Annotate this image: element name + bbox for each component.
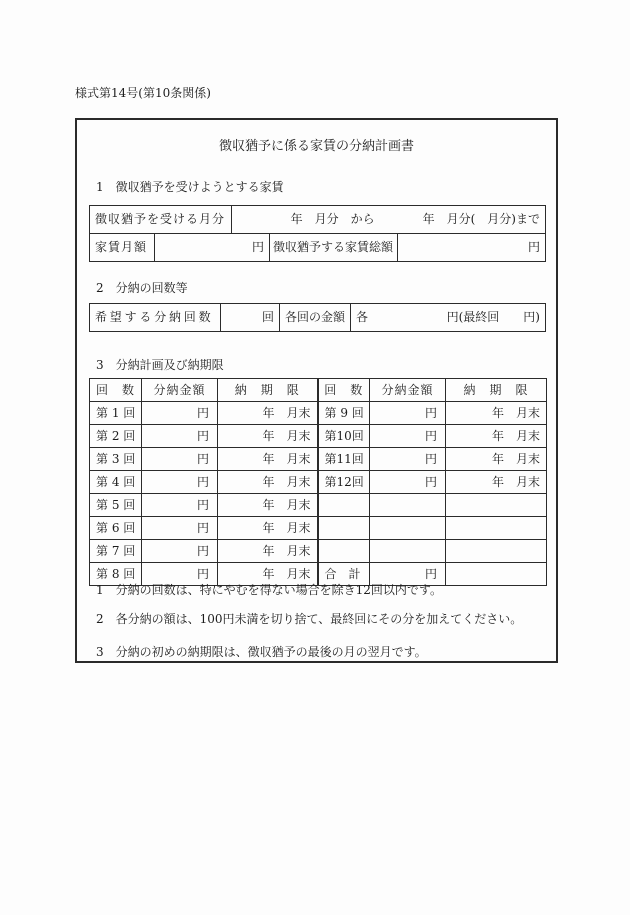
rent-amount-row [90, 233, 545, 261]
plan-row-1-9 [90, 402, 547, 425]
plan-row-4-12 [90, 471, 547, 494]
plan-row-5 [90, 494, 547, 517]
note-3: 3 分納の初めの納期限は、徴収猶予の最後の月の翌月です。 [96, 645, 427, 659]
installment-12-due: 年 月末 [446, 471, 547, 494]
installment-2-label: 第 2 回 [90, 425, 142, 448]
header-amount-left: 分納金額 [142, 379, 218, 402]
plan-row-3-11 [90, 448, 547, 471]
total-label: 合 計 [318, 563, 370, 586]
installment-2-amount: 円 [142, 425, 218, 448]
empty-cell [446, 517, 547, 540]
installment-6-due: 年 月末 [218, 517, 318, 540]
monthly-rent-label: 家賃月額 [95, 240, 148, 254]
installment-8-amount: 円 [142, 563, 218, 586]
plan-row-2-10 [90, 425, 547, 448]
empty-cell [318, 494, 370, 517]
installment-12-label: 第12回 [318, 471, 370, 494]
header-count-left: 回 数 [90, 379, 142, 402]
empty-cell [318, 517, 370, 540]
note-1: 1 分納の回数は、特にやむを得ない場合を除き12回以内です。 [96, 583, 442, 597]
header-amount-right: 分納金額 [370, 379, 446, 402]
monthly-rent-unit: 円 [154, 234, 269, 261]
note-2: 2 各分納の額は、100円未満を切り捨て、最終回にその分を加えてください。 [96, 612, 523, 626]
deferred-total-unit: 円 [397, 234, 545, 261]
installment-10-amount: 円 [370, 425, 446, 448]
header-due-left: 納 期 限 [218, 379, 318, 402]
empty-cell [370, 540, 446, 563]
installment-5-amount: 円 [142, 494, 218, 517]
installment-plan-table [89, 378, 547, 586]
installment-count-label: 希望する分納回数 [95, 310, 214, 324]
deferral-month-value: 年 月分 から 年 月分( 月分)まで [231, 206, 545, 233]
installment-12-amount: 円 [370, 471, 446, 494]
installment-7-due: 年 月末 [218, 540, 318, 563]
installment-8-due: 年 月末 [218, 563, 318, 586]
plan-row-6 [90, 517, 547, 540]
header-due-right: 納 期 限 [446, 379, 547, 402]
empty-cell [370, 494, 446, 517]
per-installment-each-label: 各 [356, 310, 369, 324]
installment-1-label: 第 1 回 [90, 402, 142, 425]
plan-row-7 [90, 540, 547, 563]
installment-1-due: 年 月末 [218, 402, 318, 425]
installment-count-row [90, 304, 545, 331]
deferral-month-row [90, 206, 545, 233]
form-title: 徴収猶予に係る家賃の分納計画書 [218, 139, 414, 154]
installment-4-due: 年 月末 [218, 471, 318, 494]
empty-cell [370, 517, 446, 540]
installment-9-label: 第 9 回 [318, 402, 370, 425]
section2-table [89, 303, 546, 332]
installment-6-label: 第 6 回 [90, 517, 142, 540]
section1-heading: 1 徴収猶予を受けようとする家賃 [96, 180, 284, 194]
empty-cell [446, 494, 547, 517]
installment-11-amount: 円 [370, 448, 446, 471]
installment-count-unit: 回 [220, 304, 279, 331]
installment-5-due: 年 月末 [218, 494, 318, 517]
installment-4-label: 第 4 回 [90, 471, 142, 494]
empty-cell [446, 563, 547, 586]
installment-10-due: 年 月末 [446, 425, 547, 448]
installment-5-label: 第 5 回 [90, 494, 142, 517]
form-number: 様式第14号(第10条関係) [75, 86, 211, 100]
deferral-month-label: 徴収猶予を受ける月分 [95, 212, 226, 226]
form-border-box [75, 118, 558, 663]
installment-8-label: 第 8 回 [90, 563, 142, 586]
section1-table [89, 205, 546, 262]
empty-cell [318, 540, 370, 563]
empty-cell [446, 540, 547, 563]
section2-heading: 2 分納の回数等 [96, 281, 188, 295]
installment-11-due: 年 月末 [446, 448, 547, 471]
per-installment-label: 各回の金額 [279, 304, 350, 331]
installment-1-amount: 円 [142, 402, 218, 425]
installment-4-amount: 円 [142, 471, 218, 494]
installment-9-due: 年 月末 [446, 402, 547, 425]
header-count-right: 回 数 [318, 379, 370, 402]
installment-11-label: 第11回 [318, 448, 370, 471]
installment-3-due: 年 月末 [218, 448, 318, 471]
installment-2-due: 年 月末 [218, 425, 318, 448]
installment-3-amount: 円 [142, 448, 218, 471]
installment-7-label: 第 7 回 [90, 540, 142, 563]
installment-7-amount: 円 [142, 540, 218, 563]
deferred-total-label: 徴収猶予する家賃総額 [269, 234, 397, 261]
per-installment-unit-text: 円(最終回 円) [446, 310, 540, 324]
per-installment-value-cell [350, 304, 545, 331]
total-amount: 円 [370, 563, 446, 586]
installment-3-label: 第 3 回 [90, 448, 142, 471]
section3-heading: 3 分納計画及び納期限 [96, 358, 224, 372]
installment-6-amount: 円 [142, 517, 218, 540]
installment-10-label: 第10回 [318, 425, 370, 448]
plan-header-row [90, 379, 547, 402]
installment-9-amount: 円 [370, 402, 446, 425]
